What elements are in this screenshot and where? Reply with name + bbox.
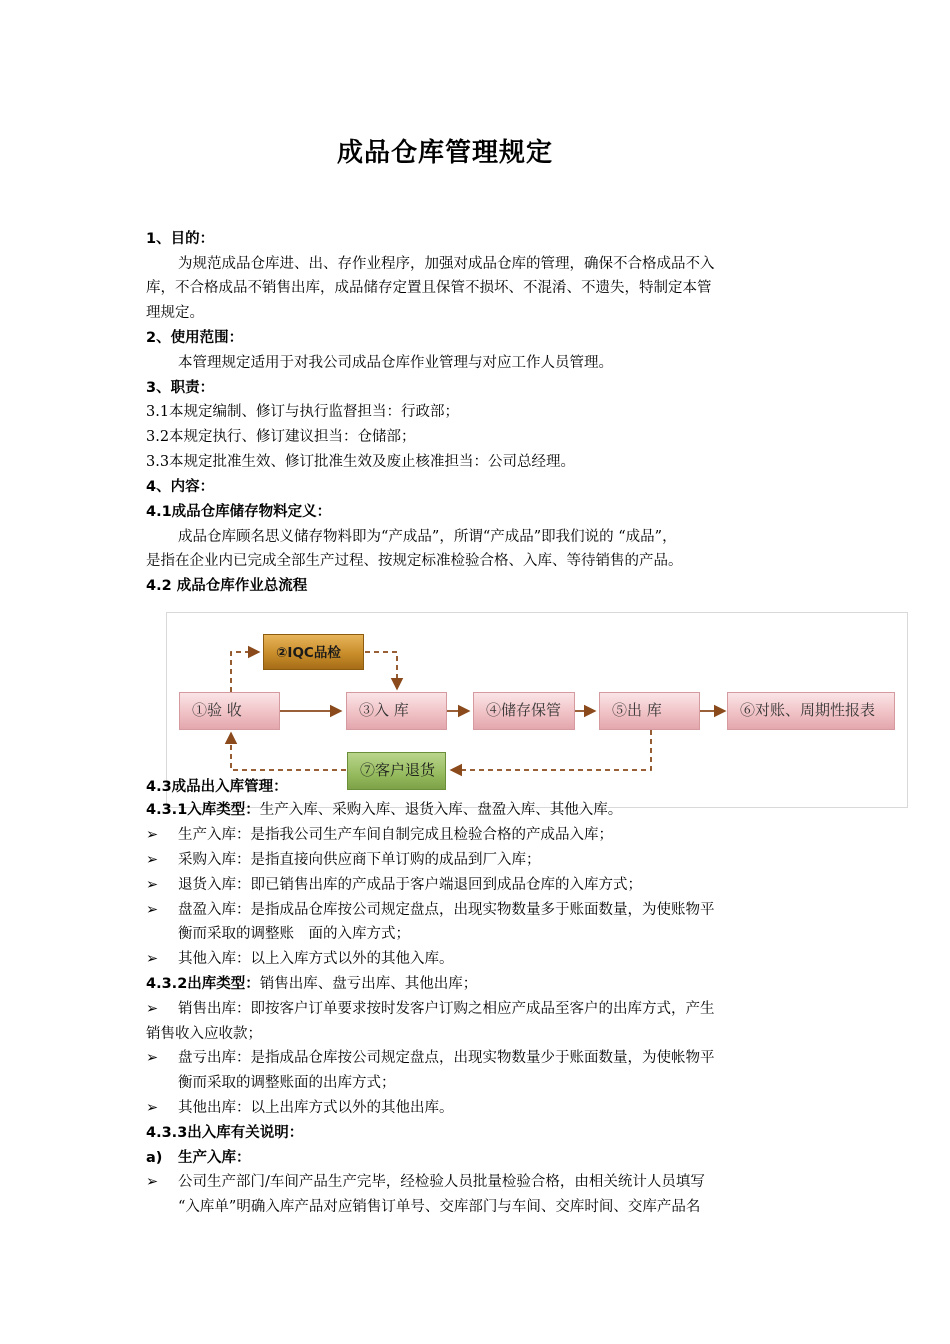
bullet-icon: ➢ [146,951,159,967]
list-item-continuation: 衡而采取的调整账面的出库方式； [178,1075,396,1091]
list-item [146,947,816,971]
section-4-3-heading: 4.3成品出入库管理： [146,779,288,795]
flow-step-outbound: ⑤出 库 [599,692,700,730]
list-item-text: 采购入库：是指直接向供应商下单订购的成品到厂入库； [178,852,541,868]
list-item [146,997,816,1021]
sub-item-marker: a) [146,1150,163,1166]
section-4-3-3-heading: 4.3.3出入库有关说明： [146,1125,304,1141]
list-item [146,1046,816,1070]
inbound-types-text: 生产入库、采购入库、退货入库、盘盈入库、其他入库。 [259,802,623,818]
responsibility-item: 3.2本规定执行、修订建议担当：仓储部； [146,429,416,445]
flow-step-storage: ④储存保管 [473,692,575,730]
outbound-types-line [146,972,816,996]
section-4-1-heading: 4.1成品仓库储存物料定义： [146,504,332,520]
bullet-icon: ➢ [146,852,159,868]
page-title: 成品仓库管理规定 [336,138,553,168]
section-2-heading: 2、使用范围： [146,330,244,346]
flow-step-iqc: ②IQC品检 [263,634,364,670]
section-4-heading: 4、内容： [146,479,215,495]
list-item-text: 盘亏出库：是指成品仓库按公司规定盘点，出现实物数量少于账面数量，为使帐物平 [178,1050,715,1066]
outbound-types-label: 4.3.2出库类型： [146,976,260,992]
bullet-icon: ➢ [146,827,159,843]
responsibility-item: 3.3本规定批准生效、修订批准生效及废止核准担当：公司总经理。 [146,454,576,470]
list-item-text: 生产入库：是指我公司生产车间自制完成且检验合格的产成品入库； [178,827,613,843]
section-3-heading: 3、职责： [146,380,215,396]
section-1-text-line: 为规范成品仓库进、出、存作业程序，加强对成品仓库的管理，确保不合格成品不入 [178,256,715,272]
list-item-text: 退货入库：即已销售出库的产成品于客户端退回到成品仓库的入库方式； [178,877,642,893]
list-item-text: 其他入库：以上入库方式以外的其他入库。 [178,951,454,967]
list-item-continuation: 衡而采取的调整账 面的入库方式； [178,926,410,942]
list-item-continuation: 销售收入应收款； [146,1026,262,1042]
bullet-icon: ➢ [146,902,159,918]
flow-step-customer-return: ⑦客户退货 [347,752,446,790]
flow-step-reconcile: ⑥对账、周期性报表 [727,692,895,730]
section-2-text: 本管理规定适用于对我公司成品仓库作业管理与对应工作人员管理。 [178,355,613,371]
list-item [146,1096,816,1120]
section-4-1-text-line: 成品仓库顾名思义储存物料即为“产成品”，所谓“产成品”即我们说的 “成品”， [178,529,677,545]
list-item-text: 销售出库：即按客户订单要求按时发客户订购之相应产成品至客户的出库方式，产生 [178,1001,715,1017]
bullet-icon: ➢ [146,1174,159,1190]
sub-item-a-text: 生产入库： [178,1150,251,1166]
bullet-icon: ➢ [146,1100,159,1116]
flow-step-warehousing: ③入 库 [346,692,447,730]
flow-step-inspect: ①验 收 [179,692,280,730]
section-1-text-line: 库，不合格成品不销售出库，成品储存定置且保管不损坏、不混淆、不遗失，特制定本管 [146,280,712,296]
list-item [146,823,816,847]
list-item-text: 盘盈入库：是指成品仓库按公司规定盘点，出现实物数量多于账面数量，为使账物平 [178,902,715,918]
responsibility-item: 3.1本规定编制、修订与执行监督担当：行政部； [146,404,460,420]
section-4-1-text-line: 是指在企业内已完成全部生产过程、按规定标准检验合格、入库、等待销售的产品。 [146,553,683,569]
list-item [146,898,816,922]
list-item [146,1170,816,1194]
section-4-2-heading: 4.2 成品仓库作业总流程 [146,578,308,594]
bullet-icon: ➢ [146,877,159,893]
section-1-text-line: 理规定。 [146,305,204,321]
list-item-continuation: “入库单”明确入库产品对应销售订单号、交库部门与车间、交库时间、交库产品名 [178,1199,701,1215]
sub-item-a [146,1146,816,1170]
list-item [146,873,816,897]
inbound-types-line [146,798,816,822]
inbound-types-label: 4.3.1入库类型： [146,802,260,818]
list-item [146,848,816,872]
list-item-text: 其他出库：以上出库方式以外的其他出库。 [178,1100,454,1116]
outbound-types-text: 销售出库、盘亏出库、其他出库； [259,976,478,992]
bullet-icon: ➢ [146,1050,159,1066]
list-item-text: 公司生产部门/车间产品生产完毕，经检验人员批量检验合格，由相关统计人员填写 [178,1174,705,1190]
bullet-icon: ➢ [146,1001,159,1017]
section-1-heading: 1、目的： [146,231,215,247]
